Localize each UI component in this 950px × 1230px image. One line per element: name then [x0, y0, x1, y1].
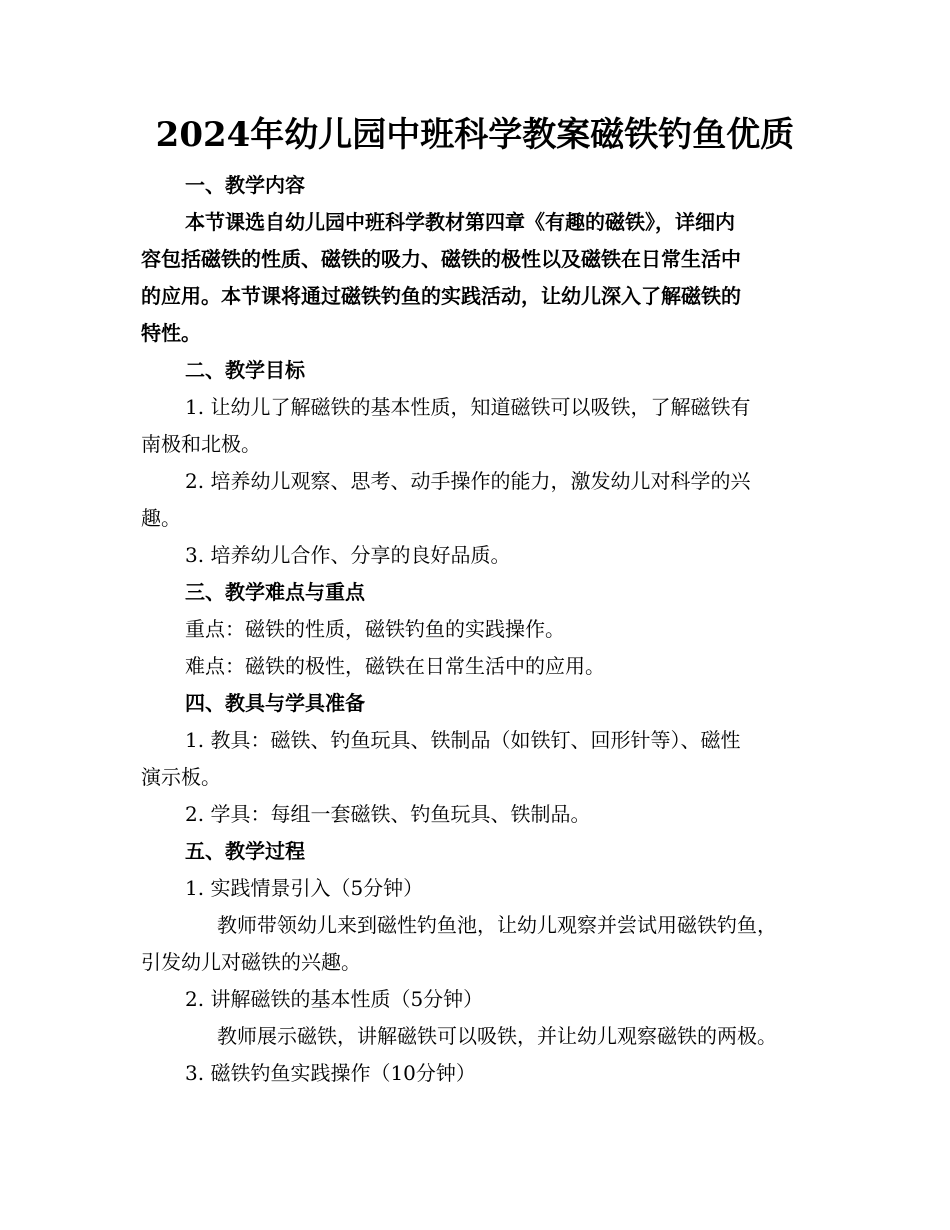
section-heading-goals: 二、教学目标 [185, 358, 305, 382]
paragraph-line: 教师展示磁铁，讲解磁铁可以吸铁，并让幼儿观察磁铁的两极。 [217, 1024, 777, 1048]
list-item-line: 1. 实践情景引入（5分钟） [185, 876, 424, 900]
paragraph-line: 的应用。本节课将通过磁铁钓鱼的实践活动，让幼儿深入了解磁铁的 [141, 284, 741, 308]
paragraph-line: 容包括磁铁的性质、磁铁的吸力、磁铁的极性以及磁铁在日常生活中 [141, 247, 741, 271]
section-heading-process: 五、教学过程 [185, 839, 305, 863]
paragraph-line: 难点：磁铁的极性，磁铁在日常生活中的应用。 [185, 654, 605, 678]
list-item-line: 1. 让幼儿了解磁铁的基本性质，知道磁铁可以吸铁，了解磁铁有 [185, 395, 751, 419]
section-heading-materials: 四、教具与学具准备 [185, 691, 365, 715]
list-item-line: 趣。 [141, 506, 181, 530]
document-title: 2024年幼儿园中班科学教案磁铁钓鱼优质 [155, 115, 795, 155]
list-item-line: 1. 教具：磁铁、钓鱼玩具、铁制品（如铁钉、回形针等）、磁性 [185, 728, 741, 752]
list-item-line: 3. 培养幼儿合作、分享的良好品质。 [185, 543, 511, 567]
list-item-line: 2. 培养幼儿观察、思考、动手操作的能力，激发幼儿对科学的兴 [185, 469, 751, 493]
paragraph-line: 教师带领幼儿来到磁性钓鱼池，让幼儿观察并尝试用磁铁钓鱼， [217, 913, 777, 937]
paragraph-line: 引发幼儿对磁铁的兴趣。 [141, 950, 361, 974]
paragraph-line: 特性。 [141, 321, 201, 345]
list-item-line: 2. 学具：每组一套磁铁、钓鱼玩具、铁制品。 [185, 802, 591, 826]
paragraph-line: 本节课选自幼儿园中班科学教材第四章《有趣的磁铁》，详细内 [185, 210, 735, 234]
document-body [141, 167, 811, 1092]
paragraph-line: 重点：磁铁的性质，磁铁钓鱼的实践操作。 [185, 617, 565, 641]
list-item-line: 南极和北极。 [141, 432, 261, 456]
list-item-line: 2. 讲解磁铁的基本性质（5分钟） [185, 987, 484, 1011]
list-item-line: 演示板。 [141, 765, 221, 789]
list-item-line: 3. 磁铁钓鱼实践操作（10分钟） [185, 1061, 476, 1085]
section-heading-content: 一、教学内容 [185, 173, 305, 197]
section-heading-keypoints: 三、教学难点与重点 [185, 580, 365, 604]
